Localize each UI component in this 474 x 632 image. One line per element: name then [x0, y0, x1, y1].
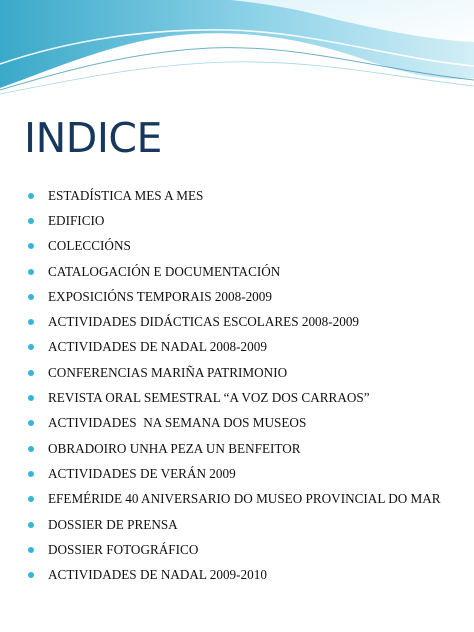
bullet-icon: [28, 319, 34, 325]
list-item: [28, 487, 468, 512]
list-item-text: EFEMÉRIDE 40 ANIVERSARIO DO MUSEO PROVINCIAL DO MAR: [48, 491, 441, 507]
list-item-text: ACTIVIDADES DIDÁCTICAS ESCOLARES 2008-2009: [48, 314, 360, 330]
list-item: [28, 234, 468, 259]
list-item: [28, 284, 468, 309]
list-item: [28, 335, 468, 360]
list-item: [28, 537, 468, 562]
bullet-icon: [28, 471, 34, 477]
list-item-text: CATALOGACIÓN E DOCUMENTACIÓN: [48, 263, 281, 279]
bullet-icon: [28, 370, 34, 376]
list-item: [28, 259, 468, 284]
list-item-text: ACTIVIDADES DE VERÁN 2009: [48, 465, 236, 481]
list-item: [28, 562, 468, 587]
list-item: [28, 461, 468, 486]
list-item: [28, 385, 468, 410]
list-item-text: EDIFICIO: [48, 212, 105, 228]
list-item-text: DOSSIER FOTOGRÁFICO: [48, 541, 199, 557]
bullet-icon: [28, 522, 34, 528]
list-item-text: EXPOSICIÓNS TEMPORAIS 2008-2009: [48, 288, 272, 304]
bullet-icon: [28, 344, 34, 350]
bullet-icon: [28, 572, 34, 578]
bullet-icon: [28, 420, 34, 426]
list-item: [28, 411, 468, 436]
list-item: [28, 208, 468, 233]
bullet-icon: [28, 294, 34, 300]
list-item-text: REVISTA ORAL SEMESTRAL “A VOZ DOS CARRAOS”: [48, 390, 370, 406]
bullet-icon: [28, 269, 34, 275]
list-item-text: ESTADÍSTICA MES A MES: [48, 187, 204, 203]
list-item-text: ACTIVIDADES DE NADAL 2009-2010: [48, 567, 267, 583]
list-item: [28, 183, 468, 208]
slide-title: INDICE: [24, 114, 162, 162]
bullet-icon: [28, 547, 34, 553]
list-item: [28, 360, 468, 385]
index-list: [28, 183, 468, 588]
list-item-text: CONFERENCIAS MARIÑA PATRIMONIO: [48, 364, 288, 380]
list-item-text: OBRADOIRO UNHA PEZA UN BENFEITOR: [48, 440, 301, 456]
header-wave-decoration: [0, 0, 474, 100]
list-item: [28, 436, 468, 461]
bullet-icon: [28, 395, 34, 401]
list-item-text: ACTIVIDADES NA SEMANA DOS MUSEOS: [48, 415, 307, 431]
bullet-icon: [28, 496, 34, 502]
bullet-icon: [28, 218, 34, 224]
list-item-text: ACTIVIDADES DE NADAL 2008-2009: [48, 339, 267, 355]
list-item: [28, 512, 468, 537]
bullet-icon: [28, 193, 34, 199]
list-item-text: COLECCIÓNS: [48, 238, 131, 254]
list-item-text: DOSSIER DE PRENSA: [48, 516, 178, 532]
bullet-icon: [28, 243, 34, 249]
bullet-icon: [28, 446, 34, 452]
list-item: [28, 309, 468, 334]
